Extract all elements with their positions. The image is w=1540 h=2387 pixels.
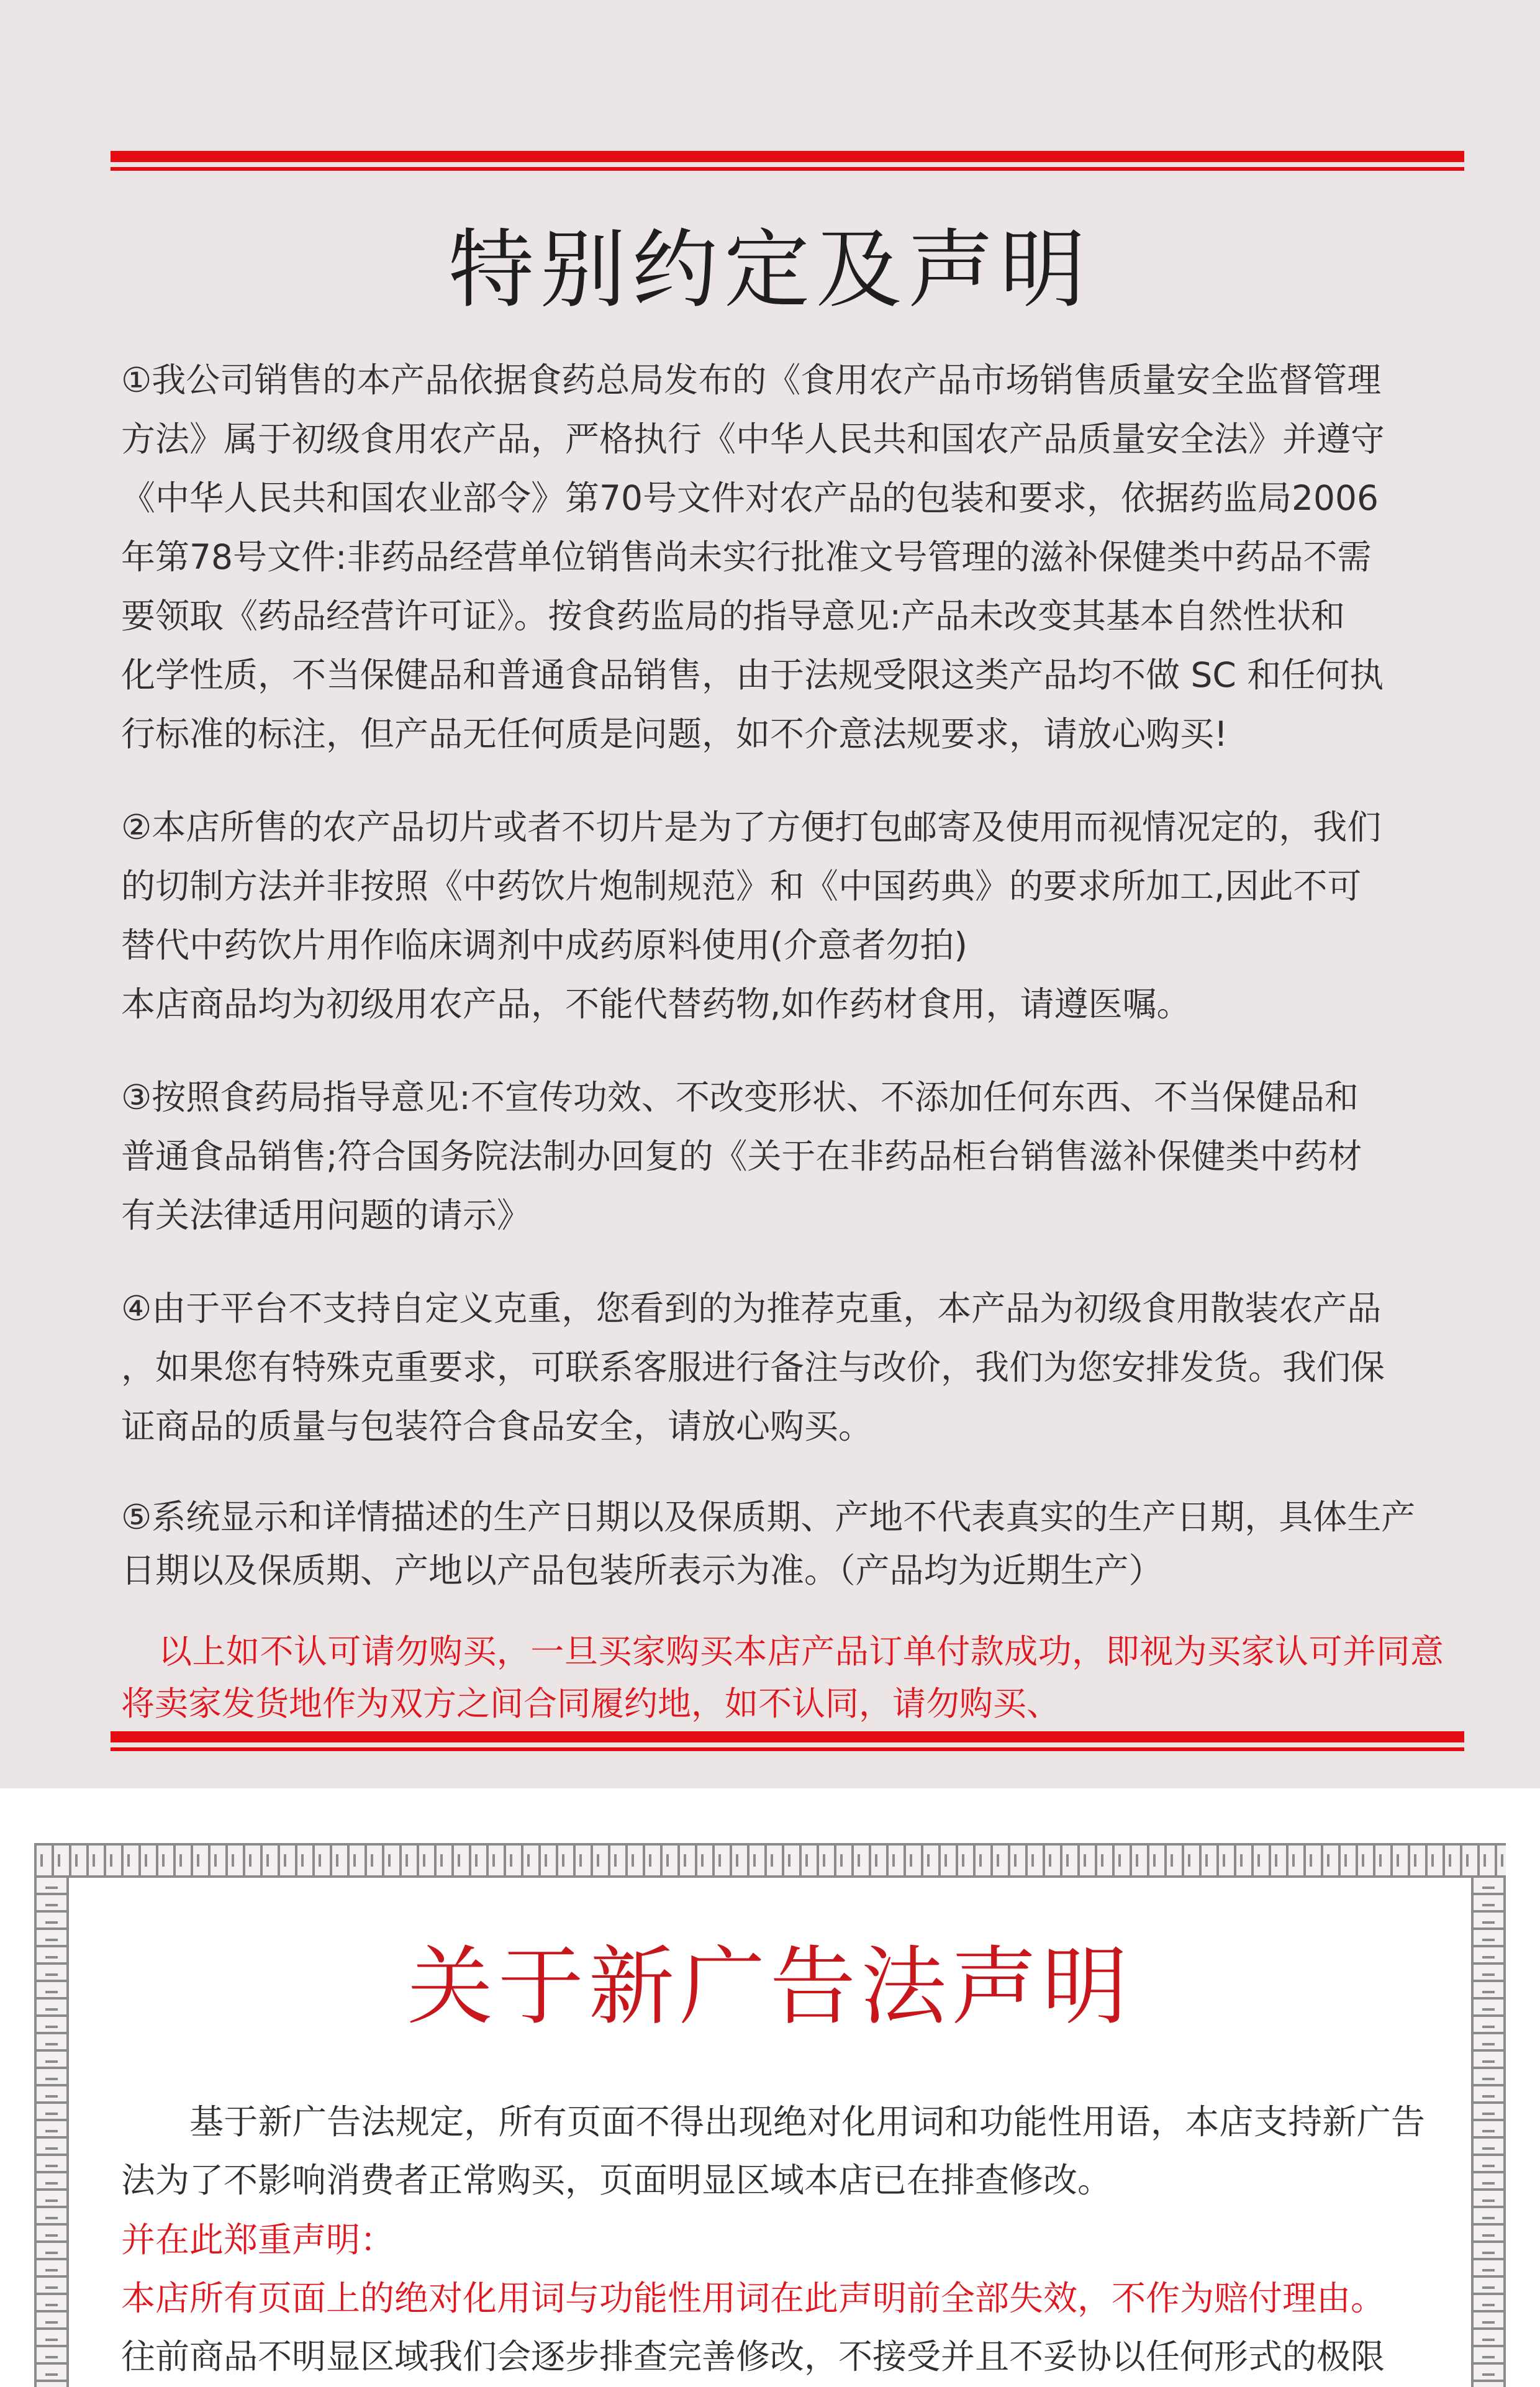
clause-line: ①我公司销售的本产品依据食药总局发布的《食用农产品市场销售质量安全监督管理 <box>121 360 1382 400</box>
top-red-rule <box>111 151 1464 171</box>
clause-line: 日期以及保质期、产地以产品包装所表示为准。（产品均为近期生产） <box>121 1551 1163 1590</box>
clause-line: 方法》属于初级食用农产品，严格执行《中华人民共和国农产品质量安全法》并遵守 <box>121 419 1385 459</box>
ad-law-title: 关于新广告法声明 <box>407 1937 1133 2037</box>
ad-law-red-heading: 并在此郑重声明： <box>121 2220 395 2260</box>
ad-law-intro: 基于新广告法规定，所有页面不得出现绝对化用词和功能性用语，本店支持新广告法为了不影响消费者正常购买，页面明显区域本店已在排查修改。 <box>121 2102 1425 2200</box>
ad-law-red-statement: 本店所有页面上的绝对化用词与功能性用词在此声明前全部失效，不作为赔付理由。 <box>121 2278 1385 2318</box>
clause-line: ⑤系统显示和详情描述的生产日期以及保质期、产地不代表真实的生产日期，具体生产 <box>121 1497 1416 1537</box>
clause-line: ④由于平台不支持自定义克重，您看到的为推荐克重，本产品为初级食用散装农产品 <box>121 1289 1382 1328</box>
special-agreement-title: 特别约定及声明 <box>448 220 1092 320</box>
greek-key-border-top <box>34 1843 1506 1878</box>
clause-line: 的切制方法并非按照《中药饮片炮制规范》和《中国药典》的要求所加工,因此不可 <box>121 866 1362 906</box>
clause-line: 要领取《药品经营许可证》。按食药监局的指导意见:产品未改变其基本自然性状和 <box>121 596 1346 636</box>
clause-line: 普通食品销售;符合国务院法制办回复的《关于在非药品柜台销售滋补保健类中药材 <box>121 1136 1362 1176</box>
clause-line: 证商品的质量与包装符合食品安全，请放心购买。 <box>121 1406 873 1446</box>
bottom-red-rule <box>111 1731 1464 1751</box>
clause-line: 化学性质，不当保健品和普通食品销售，由于法规受限这类产品均不做 SC 和任何执 <box>121 655 1384 695</box>
clause-5 <box>121 1490 1438 1597</box>
clause-line: 有关法律适用问题的请示》 <box>121 1195 532 1235</box>
clause-2 <box>121 798 1438 1034</box>
clause-line: 本店商品均为初级用农产品，不能代替药物,如作药材食用，请遵医嘱。 <box>121 984 1191 1024</box>
purchase-notice: 以上如不认可请勿购买，一旦买家购买本店产品订单付款成功，即视为买家认可并同意将卖家发货地作为双方之间合同履约地，如不认同，请勿购买、 <box>121 1632 1444 1723</box>
clause-line: 《中华人民共和国农业部令》第70号文件对农产品的包装和要求，依据药监局2006 <box>121 478 1379 518</box>
ad-law-tail: 往前商品不明显区域我们会逐步排查完善修改，不接受并且不妥协以任何形式的极限 <box>121 2337 1385 2376</box>
clause-line: ③按照食药局指导意见:不宣传功效、不改变形状、不添加任何东西、不当保健品和 <box>121 1077 1359 1117</box>
clause-line: ②本店所售的农产品切片或者不切片是为了方便打包邮寄及使用而视情况定的，我们 <box>121 807 1382 847</box>
clause-line: 替代中药饮片用作临床调剂中成药原料使用(介意者勿拍) <box>121 925 967 965</box>
clause-4 <box>121 1279 1438 1456</box>
clause-line: ，如果您有特殊克重要求，可联系客服进行备注与改价，我们为您安排发货。我们保 <box>121 1348 1385 1387</box>
clause-line: 行标准的标注，但产品无任何质是问题，如不介意法规要求，请放心购买! <box>121 714 1228 754</box>
clause-3 <box>121 1068 1438 1245</box>
ad-law-section <box>0 1788 1540 2385</box>
clause-line: 年第78号文件:非药品经营单位销售尚未实行批准文号管理的滋补保健类中药品不需 <box>121 537 1372 577</box>
clause-1 <box>121 351 1438 764</box>
